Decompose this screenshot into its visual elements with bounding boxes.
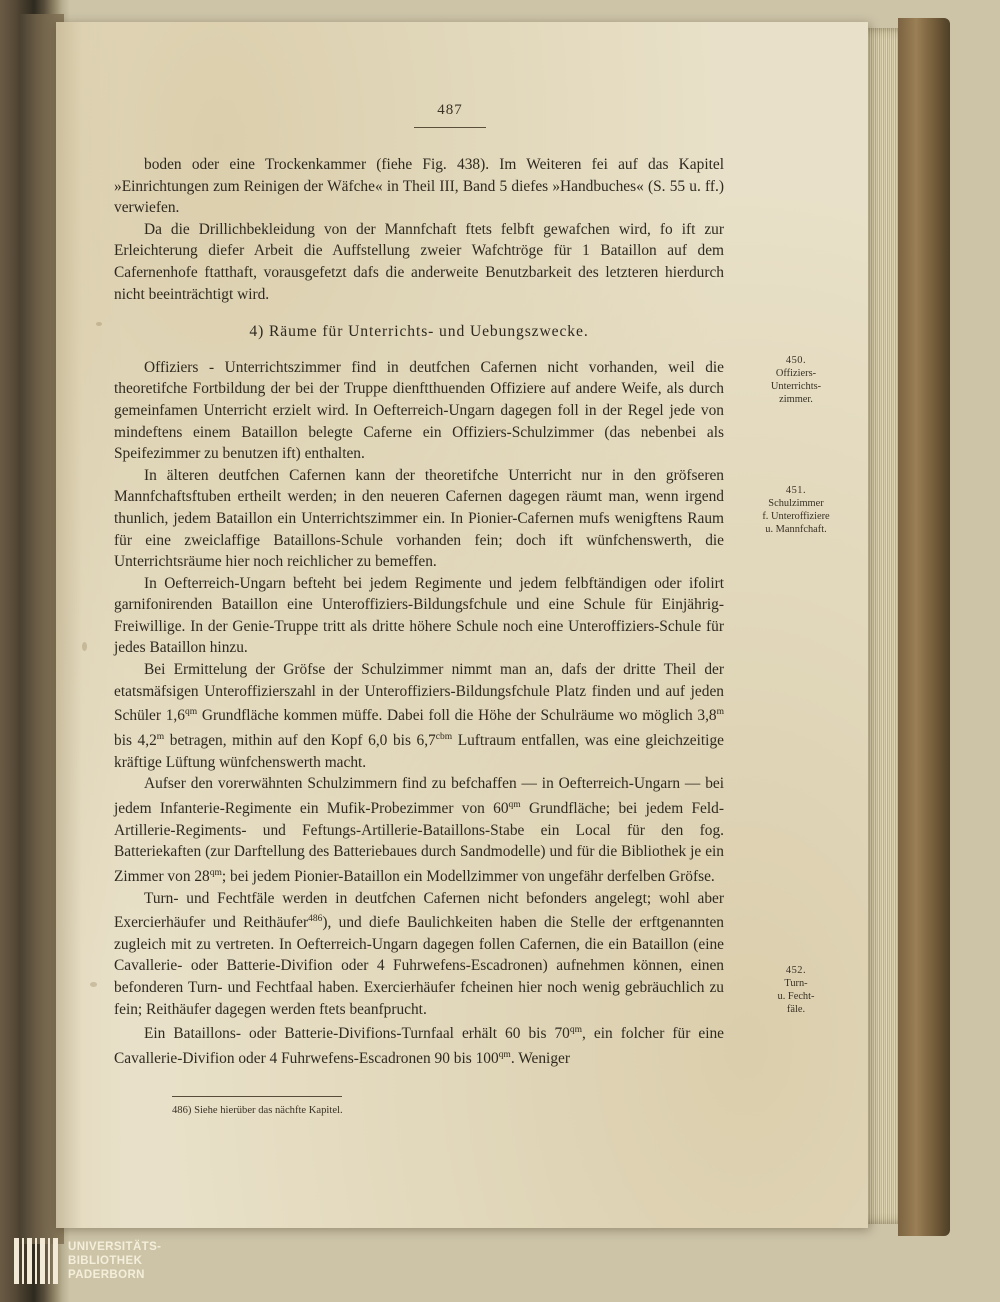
marginal-note-number: 452. [785, 965, 807, 976]
marginal-note-line: fäle. [786, 1004, 806, 1015]
marginal-note-line: Offiziers- [775, 368, 817, 379]
page-number-rule [414, 127, 486, 128]
misc-unit: qm [508, 799, 521, 810]
misc-unit: qm [209, 867, 222, 878]
measure-mid: bis [392, 732, 411, 750]
stamp-line-3: PADERBORN [68, 1269, 145, 1281]
paragraph-turn-halls [114, 888, 724, 1021]
page-content [114, 102, 830, 1118]
measure-intro: Bei Ermittelung der Gröfse der Schulzimmer nimmt man an, dafs der dritte Theil der etatsmäfsigen Unteroffizierszahl in der Unteroffiziers-Bildungsfchule Platz finden und auf jeden Schüler [114, 661, 724, 725]
measure-value: 1,6 [165, 707, 185, 725]
page-speck [82, 642, 87, 651]
turn-part-b: ), und diefe Baulichkeiten haben die Stelle der erftgenannten zugleich mit zu vertreten. In Oefterreich-Ungarn dagegen follen Cafernen, die ein Bataillon (eine Cavallerie- oder Batterie-Divifion oder 4 Fuhrwefens-Escadronen) aufnehmen können, einen befonderen Turn- und Fechtfaal haben. Exercierhäufer fcheinen hier noch wenig gebräuchlich zu fein; Reithäufer dagegen werden ftets beanfprucht. [114, 914, 724, 1018]
section-heading: 4) Räume für Unterrichts- und Uebungszwecke. [249, 323, 589, 341]
measure-unit: m [716, 707, 725, 718]
stamp-line-1: UNIVERSITÄTS- [68, 1241, 162, 1253]
measure-mid: betragen, mithin auf den Kopf [169, 732, 363, 750]
last-part-a: Ein Bataillons- oder Batterie-Divifions-Turnfaal erhält 60 bis 70 [144, 1025, 570, 1043]
footnote-ref: 486 [308, 914, 323, 925]
marginal-note-451 [750, 484, 842, 536]
library-stamp-text [68, 1240, 161, 1282]
measure-unit: qm [184, 707, 198, 718]
paragraph: In Oefterreich-Ungarn befteht bei jedem Regimente und jedem felbftändigen oder ifolirt garnifonirenden Bataillon eine Unteroffiziers-Bildungsfchule und eine Schule für Einjährig-Freiwillige. In der Genie-Truppe tritt als dritte höhere Schule noch eine Unteroffiziers-Schule für jedes Bataillon hinzu. [114, 574, 724, 657]
last-unit: qm [569, 1025, 583, 1036]
marginal-note-line: u. Mannfchaft. [765, 524, 827, 535]
paragraph: Da die Drillichbekleidung von der Mannfchaft ftets felbft gewafchen wird, fo ift zur Erleichterung diefer Arbeit die Auffstellung zweier Wafchtröge für 1 Bataillon auf dem Cafernenhofe ftatthaft, vorausgefetzt dafs die anderweite Benutzbarkeit des letzteren hierdurch nicht beeinträchtigt wird. [114, 220, 724, 303]
turn-part-a: Turn- und Fechtfäle werden in deutfchen Cafernen nicht befonders angelegt; wohl aber Exercierhäufer und Reithäufer [114, 889, 724, 932]
last-part-b: , ein folcher für eine Cavallerie-Divifion oder 4 Fuhrwefens-Escadronen 90 bis 100 [114, 1025, 724, 1068]
book-cover-right-edge [898, 18, 950, 1236]
measure-tail: Luftraum entfallen, was eine gleichzeitige kräftige Lüftung wünfchenswerth macht. [114, 732, 724, 771]
stamp-line-2: BIBLIOTHEK [68, 1255, 143, 1267]
measure-unit: m [156, 731, 165, 742]
footnote-rule [172, 1096, 342, 1097]
document-page [56, 22, 868, 1228]
paragraph: boden oder eine Trockenkammer (fiehe Fig. 438). Im Weiteren fei auf das Kapitel »Einrichtungen zum Reinigen der Wäfche« in Theil III, Band 5 diefes »Handbuches« (S. 55 u. ff.) verwiefen. [114, 156, 724, 217]
barcode-icon [14, 1238, 58, 1284]
paragraph: In älteren deutfchen Cafernen kann der theoretifche Unterricht nur in den gröfseren Mannfchaftsftuben ertheilt werden; in den neueren Cafernen dagegen räumt man, wenn irgend thunlich, jedem Bataillon ein Unterrichtszimmer ein. In Pionier-Cafernen mufs wenigftens Raum für eine zweiclaffige Bataillons-Schule vorhanden fein; doch ift wünfchenswerth, die Unterrichtsräume hier noch reichlicher zu bemeffen. [114, 466, 724, 571]
marginal-note-line: zimmer. [779, 394, 813, 405]
paragraph: Offiziers - Unterrichtszimmer find in deutfchen Cafernen nicht vorhanden, weil die theoretifche Fortbildung der bei der Truppe dienftthuenden Offiziere auf andere Weife, als durch gemeinfamen Unterricht erzielt wird. In Oefterreich-Ungarn dagegen foll in der Regel jede von mindeftens einem Bataillon belegte Caferne ein Offiziers-Schulzimmer (das nebenbei als Speifezimmer zu benutzen ift) enthalten. [114, 358, 724, 463]
marginal-note-line: Schulzimmer [768, 498, 824, 509]
marginal-note-number: 451. [785, 485, 807, 496]
text-column [114, 154, 830, 1070]
measure-mid: bis [114, 732, 132, 750]
misc-part-1: Aufser den vorerwähnten Schulzimmern find zu befchaffen — in Oefterreich-Ungarn — bei jedem Infanterie-Regimente ein Mufik-Probezimmer von 60 [114, 775, 724, 817]
page-number: 487 [437, 102, 463, 118]
marginal-note-452 [750, 964, 842, 1016]
marginal-note-450 [750, 354, 842, 406]
marginal-note-number: 450. [785, 355, 807, 366]
misc-part-3: ; bei jedem Pionier-Bataillon ein Modellzimmer von ungefähr derfelben Gröfse. [221, 867, 715, 885]
measure-value: 4,2 [137, 732, 157, 750]
measure-mid: Grundfläche kommen müffe. Dabei foll die Höhe der Schulräume wo möglich [201, 707, 693, 725]
last-part-c: . Weniger [510, 1050, 570, 1068]
measure-value: 6,7 [416, 732, 436, 750]
paragraph-measurements [114, 659, 724, 773]
measure-value: 6,0 [368, 732, 388, 750]
marginal-note-line: Unterrichts- [770, 381, 822, 392]
page-speck [96, 322, 102, 326]
measure-value: 3,8 [697, 707, 717, 725]
library-stamp [8, 1238, 161, 1284]
marginal-note-line: f. Unteroffiziere [762, 511, 830, 522]
last-unit: qm [498, 1049, 511, 1060]
page-speck [90, 982, 97, 987]
marginal-note-line: u. Fecht- [777, 991, 815, 1002]
misc-part-2: Grundfläche; bei jedem Feld-Artillerie-Regiments- und Feftungs-Artillerie-Bataillons-Stabe ein Local für den fog. Batteriekaften (zur Darftellung des Batteriebaues durch Sandmodelle) und für die Bibliothek je ein Zimmer von 28 [114, 800, 724, 885]
measure-unit: cbm [435, 731, 453, 742]
paragraph-misc-rooms [114, 773, 724, 887]
paragraph-last [114, 1020, 724, 1069]
footnote-text: 486) Siehe hierüber das nächfte Kapitel. [172, 1104, 343, 1116]
marginal-note-line: Turn- [784, 978, 808, 989]
